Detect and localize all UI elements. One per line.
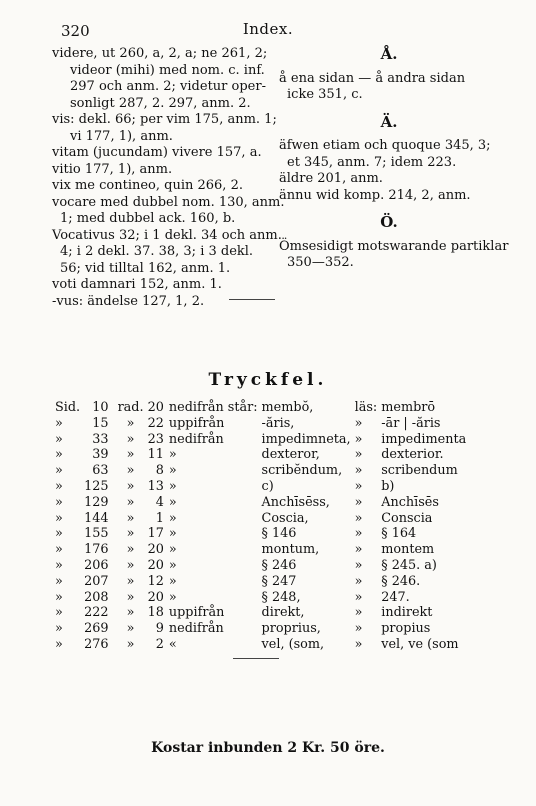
errata-cell: vel, ve (som bbox=[381, 636, 459, 652]
errata-cell: » bbox=[126, 415, 135, 431]
errata-cell: 208 bbox=[84, 589, 109, 605]
index-entry-line: vi 177, 1), anm. bbox=[70, 128, 173, 144]
errata-cell: » bbox=[354, 447, 363, 463]
errata-cell: b) bbox=[381, 478, 395, 494]
index-entry-line: å ena sidan — å andra sidan bbox=[279, 70, 466, 86]
errata-row bbox=[55, 416, 470, 432]
errata-row bbox=[55, 637, 470, 653]
errata-cell: § 146 bbox=[261, 526, 297, 542]
errata-cell: indirekt bbox=[381, 605, 433, 621]
errata-cell: » bbox=[168, 542, 177, 558]
errata-cell: » bbox=[126, 589, 135, 605]
errata-row bbox=[55, 574, 470, 590]
errata-row bbox=[55, 558, 470, 574]
index-entry-line: sonligt 287, 2. 297, anm. 2. bbox=[70, 95, 251, 111]
errata-cell: » bbox=[126, 431, 135, 447]
errata-row bbox=[55, 526, 470, 542]
section-heading-ae: Ä. bbox=[380, 112, 398, 131]
errata-cell: direkt, bbox=[261, 605, 305, 621]
errata-cell: impedimenta bbox=[381, 431, 467, 447]
errata-cell: Anchīsēss, bbox=[261, 494, 330, 510]
errata-cell: § 246. bbox=[381, 573, 421, 589]
errata-title: Tryckfel. bbox=[208, 370, 328, 390]
errata-cell: » bbox=[55, 573, 63, 589]
errata-cell: 10 bbox=[92, 400, 109, 415]
errata-cell: » bbox=[354, 478, 363, 494]
errata-cell: propius bbox=[381, 621, 431, 637]
index-entry-line: et 345, anm. 7; idem 223. bbox=[287, 154, 457, 170]
errata-cell: 22 bbox=[147, 415, 164, 431]
errata-row bbox=[55, 447, 470, 463]
index-entry-line: 56; vid tilltal 162, anm. 1. bbox=[60, 260, 231, 276]
errata-table bbox=[55, 400, 470, 653]
errata-cell: membrō bbox=[381, 400, 436, 415]
errata-cell: 269 bbox=[84, 621, 109, 637]
errata-cell: 20 bbox=[147, 589, 164, 605]
index-entry-line: vis: dekl. 66; per vim 175, anm. 1; bbox=[52, 112, 277, 127]
errata-cell: » bbox=[55, 542, 63, 558]
errata-cell: » bbox=[168, 557, 177, 573]
errata-cell: » bbox=[126, 573, 135, 589]
errata-cell: läs: bbox=[354, 400, 378, 415]
errata-cell: nedifrån bbox=[168, 621, 224, 637]
errata-cell: » bbox=[354, 431, 363, 447]
errata-cell: nedifrån bbox=[168, 431, 224, 447]
errata-cell: » bbox=[126, 494, 135, 510]
errata-cell: rad. bbox=[117, 400, 144, 415]
errata-cell: 9 bbox=[155, 621, 164, 637]
errata-cell: » bbox=[55, 526, 63, 542]
errata-row bbox=[55, 511, 470, 527]
errata-cell: § 247 bbox=[261, 573, 297, 589]
errata-row bbox=[55, 621, 470, 637]
errata-cell: 1 bbox=[155, 510, 164, 526]
section-heading-a-ring: Å. bbox=[380, 45, 398, 63]
errata-cell: nedifrån står: bbox=[168, 400, 258, 415]
errata-cell: 63 bbox=[92, 463, 109, 479]
index-entry-line: Ömsesidigt motswarande partiklar bbox=[279, 238, 509, 254]
page-number: 320 bbox=[61, 22, 90, 40]
errata-cell: » bbox=[168, 510, 177, 526]
errata-cell: 2 bbox=[155, 636, 164, 652]
errata-row bbox=[55, 432, 470, 448]
errata-cell: » bbox=[126, 636, 135, 652]
errata-cell: » bbox=[354, 557, 363, 573]
errata-cell: 12 bbox=[147, 573, 164, 589]
errata-cell: » bbox=[354, 526, 363, 542]
errata-cell: » bbox=[126, 510, 135, 526]
errata-cell: -ār | -ăris bbox=[381, 415, 441, 431]
errata-cell: » bbox=[354, 463, 363, 479]
errata-cell: » bbox=[354, 621, 363, 637]
errata-cell: scribĕndum, bbox=[261, 463, 343, 479]
errata-cell: » bbox=[126, 605, 135, 621]
errata-cell: » bbox=[168, 573, 177, 589]
index-entry-line: ännu wid komp. 214, 2, anm. bbox=[279, 187, 471, 203]
section-heading-oe: Ö. bbox=[380, 213, 398, 231]
errata-cell: » bbox=[55, 510, 63, 526]
index-entry-line: äfwen etiam och quoque 345, 3; bbox=[279, 138, 491, 153]
errata-cell: Conscia bbox=[381, 510, 433, 526]
errata-cell: § 246 bbox=[261, 557, 297, 573]
errata-cell: 222 bbox=[84, 605, 109, 621]
errata-cell: montem bbox=[381, 542, 435, 558]
errata-cell: vel, (som, bbox=[261, 636, 325, 652]
running-title: Index. bbox=[242, 20, 294, 38]
errata-cell: § 248, bbox=[261, 589, 301, 605]
errata-cell: 11 bbox=[147, 447, 164, 463]
errata-cell: » bbox=[126, 447, 135, 463]
index-entry-line: vitio 177, 1), anm. bbox=[52, 161, 173, 177]
section-ae-entries bbox=[279, 138, 499, 204]
index-entry-line: 4; i 2 dekl. 37. 38, 3; i 3 dekl. bbox=[60, 244, 254, 259]
errata-cell: 23 bbox=[147, 431, 164, 447]
errata-cell: » bbox=[55, 415, 63, 431]
errata-cell: » bbox=[354, 573, 363, 589]
errata-cell: » bbox=[126, 478, 135, 494]
errata-cell: uppifrån bbox=[168, 605, 225, 621]
errata-cell: Coscia, bbox=[261, 510, 309, 526]
errata-row bbox=[55, 479, 470, 495]
errata-cell: c) bbox=[261, 478, 274, 494]
errata-cell: » bbox=[55, 494, 63, 510]
errata-cell: » bbox=[354, 589, 363, 605]
index-entry-line: vitam (jucundam) vivere 157, a. bbox=[52, 145, 262, 160]
errata-cell: » bbox=[55, 621, 63, 637]
index-entry-line: 297 och anm. 2; videtur oper- bbox=[70, 79, 266, 94]
errata-row bbox=[55, 590, 470, 606]
errata-cell: 206 bbox=[84, 557, 109, 573]
errata-cell: » bbox=[354, 542, 363, 558]
errata-cell: proprius, bbox=[261, 621, 321, 637]
errata-cell: Sid. bbox=[55, 400, 81, 415]
errata-cell: 207 bbox=[84, 573, 109, 589]
errata-row bbox=[55, 463, 470, 479]
errata-cell: 13 bbox=[147, 478, 164, 494]
errata-cell: » bbox=[55, 463, 63, 479]
index-entry-line: -vus: ändelse 127, 1, 2. bbox=[52, 293, 205, 309]
errata-cell: 247. bbox=[381, 589, 410, 605]
errata-cell: » bbox=[126, 542, 135, 558]
errata-cell: » bbox=[55, 478, 63, 494]
errata-cell: » bbox=[55, 447, 63, 463]
errata-cell: uppifrån bbox=[168, 415, 225, 431]
errata-row bbox=[55, 495, 470, 511]
index-right-column bbox=[279, 45, 509, 272]
divider-rule bbox=[229, 299, 275, 300]
errata-cell: 39 bbox=[92, 447, 109, 463]
errata-cell: » bbox=[168, 463, 177, 479]
errata-cell: Anchīsēs bbox=[381, 494, 439, 510]
section-oe-entries bbox=[279, 238, 509, 272]
index-entry-line: vocare med dubbel nom. 130, anm. bbox=[52, 194, 285, 210]
index-entry-line: Vocativus 32; i 1 dekl. 34 och anm. bbox=[52, 227, 282, 243]
errata-cell: 176 bbox=[84, 542, 109, 558]
errata-cell: scribendum bbox=[381, 463, 458, 479]
errata-row bbox=[55, 542, 470, 558]
errata-cell: § 245. a) bbox=[381, 557, 437, 573]
errata-cell: 8 bbox=[155, 463, 164, 479]
errata-cell: » bbox=[126, 557, 135, 573]
section-a-ring-entries bbox=[279, 71, 499, 104]
errata-cell: 20 bbox=[147, 542, 164, 558]
errata-cell: 15 bbox=[92, 415, 109, 431]
errata-cell: » bbox=[126, 526, 135, 542]
errata-cell: » bbox=[55, 589, 63, 605]
errata-cell: » bbox=[168, 447, 177, 463]
errata-cell: » bbox=[354, 415, 363, 431]
errata-row bbox=[55, 605, 470, 621]
index-left-column bbox=[52, 46, 285, 310]
errata-cell: » bbox=[55, 636, 63, 652]
errata-cell: » bbox=[168, 478, 177, 494]
errata-cell: 125 bbox=[84, 478, 109, 494]
errata-row bbox=[55, 400, 470, 416]
errata-cell: 18 bbox=[147, 605, 164, 621]
index-entry-line: 350—352. bbox=[287, 255, 354, 270]
errata-cell: » bbox=[55, 605, 63, 621]
index-entry-line: 1; med dubbel ack. 160, b. bbox=[60, 211, 236, 226]
errata-cell: » bbox=[168, 526, 177, 542]
errata-cell: -ăris, bbox=[261, 415, 295, 431]
errata-cell: » bbox=[168, 589, 177, 605]
errata-cell: » bbox=[354, 605, 363, 621]
errata-cell: 33 bbox=[92, 431, 109, 447]
price-footer: Kostar inbunden 2 Kr. 50 öre. bbox=[151, 740, 385, 756]
errata-cell: membŏ, bbox=[261, 400, 314, 415]
errata-cell: » bbox=[126, 621, 135, 637]
errata-cell: 276 bbox=[84, 636, 109, 652]
errata-cell: 129 bbox=[84, 494, 109, 510]
errata-cell: « bbox=[168, 636, 177, 652]
index-entry-line: icke 351, c. bbox=[287, 87, 363, 102]
index-entry-line: videor (mihi) med nom. c. inf. bbox=[70, 62, 265, 78]
errata-cell: » bbox=[55, 557, 63, 573]
errata-cell: » bbox=[126, 463, 135, 479]
errata-cell: » bbox=[55, 431, 63, 447]
errata-cell: » bbox=[354, 494, 363, 510]
errata-cell: 20 bbox=[147, 557, 164, 573]
errata-cell: montum, bbox=[261, 542, 320, 558]
errata-cell: » bbox=[354, 636, 363, 652]
errata-cell: 144 bbox=[84, 510, 109, 526]
index-entry-line: videre, ut 260, a, 2, a; ne 261, 2; bbox=[52, 46, 268, 61]
errata-cell: 20 bbox=[147, 400, 164, 415]
divider-rule bbox=[233, 658, 279, 659]
errata-cell: dexterior. bbox=[381, 447, 444, 463]
errata-cell: » bbox=[168, 494, 177, 510]
index-entry-line: voti damnari 152, anm. 1. bbox=[52, 277, 222, 292]
errata-cell: dexteror, bbox=[261, 447, 320, 463]
errata-cell: impedimneta, bbox=[261, 431, 351, 447]
errata-cell: » bbox=[354, 510, 363, 526]
errata-cell: § 164 bbox=[381, 526, 417, 542]
index-entry-line: vix me contineo, quin 266, 2. bbox=[52, 178, 243, 193]
index-entry-line: äldre 201, anm. bbox=[279, 171, 383, 186]
errata-cell: 155 bbox=[84, 526, 109, 542]
errata-cell: 17 bbox=[147, 526, 164, 542]
errata-cell: 4 bbox=[155, 494, 164, 510]
